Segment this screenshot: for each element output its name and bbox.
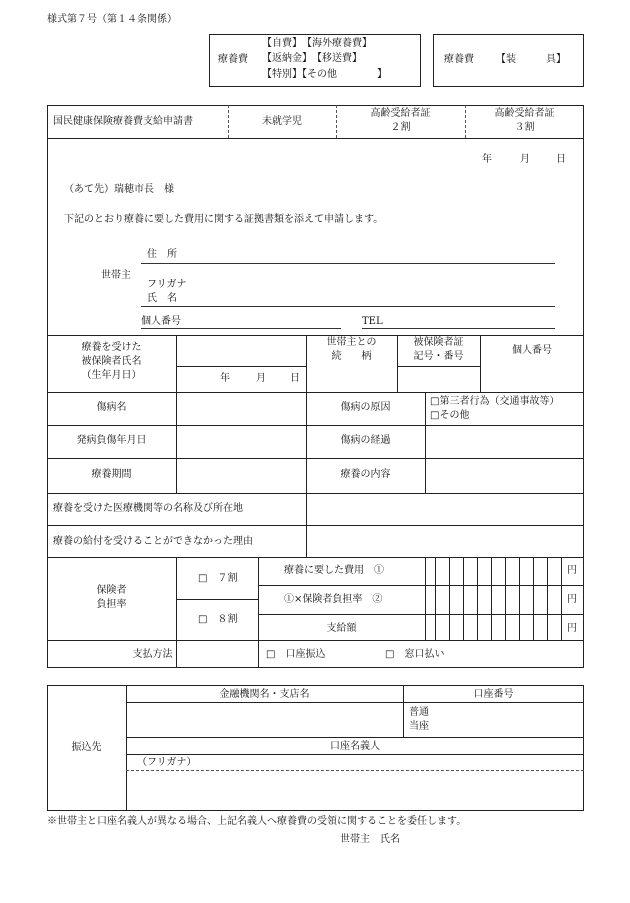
expense-type-line2: 【返納金】 【移送費】	[262, 53, 362, 64]
personal-number-label: 個人番号	[512, 345, 552, 356]
elderly-card-3-label: 高齢受給者証	[494, 108, 555, 119]
relation-label-2: 続 柄	[331, 351, 372, 362]
account-type-current: 当座	[409, 721, 429, 732]
patient-label-2: 被保険者氏名	[81, 356, 142, 367]
yen-2: 円	[567, 594, 577, 605]
addressee: （あて先）瑞穂市長 様	[64, 184, 174, 195]
institution-field[interactable]	[306, 494, 584, 525]
form-title: 国民健康保険療養費支給申請書	[53, 116, 193, 127]
elderly-card-2-label: 高齢受給者証	[370, 108, 431, 119]
preschool-child-label: 未就学児	[262, 116, 302, 127]
furigana-label: フリガナ	[147, 279, 187, 290]
footer-note: ※世帯主と口座名義人が異なる場合、上記名義人へ療養費の受領に関することを委任します。	[47, 816, 467, 827]
reason-field[interactable]	[306, 526, 584, 557]
rate-7-checkbox[interactable]: □ ７割	[198, 573, 238, 584]
bank-branch-field[interactable]	[127, 703, 402, 737]
bank-branch-header: 金融機関名・支店名	[219, 689, 310, 700]
name-field[interactable]	[141, 306, 555, 307]
name-label: 氏 名	[147, 293, 177, 304]
equipment-item: 【装 具】	[496, 54, 566, 65]
onset-date-label: 発病負傷年月日	[76, 435, 147, 446]
treatment-period-label: 療養期間	[91, 469, 132, 480]
date-month: 月	[520, 154, 530, 165]
account-number-header: 口座番号	[473, 689, 514, 700]
householder-label: 世帯主	[101, 270, 131, 281]
insurer-rate-label-2: 負担率	[96, 599, 127, 610]
form-number: 様式第７号（第１４条関係）	[47, 14, 177, 25]
rate-8-checkbox[interactable]: □ ８割	[198, 614, 238, 625]
expense-type-line1: 【自費】 【海外療養費】	[262, 38, 372, 49]
reason-label: 療養の給付を受けることができなかった理由	[53, 536, 253, 547]
injury-name-label: 傷病名	[96, 402, 127, 413]
card-label-2: 記号・番号	[413, 351, 464, 362]
cause-other-checkbox[interactable]: □その他	[430, 410, 470, 421]
birth-month: 月	[256, 373, 266, 384]
account-holder-furigana: （フリガナ）	[137, 757, 197, 768]
tel-label: TEL	[362, 316, 383, 327]
date-day: 日	[556, 154, 566, 165]
elderly-card-3-rate: ３割	[514, 122, 535, 133]
relation-label-1: 世帯主との	[326, 337, 377, 348]
transfer-destination-label: 振込先	[71, 742, 102, 753]
address-label: 住 所	[147, 249, 177, 260]
equipment-label: 療養費	[444, 54, 474, 65]
my-number-label: 個人番号	[141, 316, 181, 327]
elderly-card-2-rate: ２割	[390, 122, 411, 133]
payment-method-label: 支払方法	[132, 649, 173, 660]
footer-signature: 世帯主 氏名	[340, 834, 400, 845]
address-field[interactable]	[141, 263, 555, 264]
date-year: 年	[482, 154, 492, 165]
insurer-rate-label-1: 保険者	[96, 585, 127, 596]
birth-year: 年	[220, 373, 230, 384]
treatment-content-label: 療養の内容	[340, 469, 391, 480]
application-statement: 下記のとおり療養に要した費用に関する証拠書類を添えて申請します。	[64, 214, 384, 225]
equipment-box	[433, 34, 584, 87]
tel-field[interactable]	[362, 328, 555, 329]
birth-day: 日	[290, 373, 300, 384]
window-payment-checkbox[interactable]: □ 窓口払い	[385, 649, 445, 660]
injury-progress-label: 傷病の経過	[340, 435, 391, 446]
patient-label-1: 療養を受けた	[81, 342, 142, 353]
expense-type-box	[209, 34, 421, 87]
yen-3: 円	[567, 623, 577, 634]
account-holder-field[interactable]	[127, 771, 583, 810]
my-number-field[interactable]	[141, 328, 341, 329]
payment-amount-label: 支給額	[326, 623, 357, 634]
patient-name-field[interactable]	[176, 336, 306, 366]
treatment-cost-label: 療養に要した費用 ①	[284, 565, 384, 576]
account-holder-header: 口座名義人	[330, 741, 380, 752]
injury-cause-label: 傷病の原因	[340, 402, 391, 413]
expense-type-line3: 【特別】【その他 】	[262, 69, 387, 80]
institution-label: 療養を受けた医療機関等の名称及び所在地	[53, 503, 243, 514]
bank-transfer-checkbox[interactable]: □ 口座振込	[266, 649, 326, 660]
patient-label-3: （生年月日）	[81, 370, 142, 381]
yen-1: 円	[567, 565, 577, 576]
cause-third-party-checkbox[interactable]: □第三者行為（交通事故等）	[430, 396, 560, 407]
multiplied-cost-label: ①×保険者負担率 ②	[284, 594, 383, 605]
account-type-ordinary: 普通	[409, 707, 429, 718]
expense-type-label: 療養費	[218, 54, 248, 65]
card-label-1: 被保険者証	[413, 337, 464, 348]
